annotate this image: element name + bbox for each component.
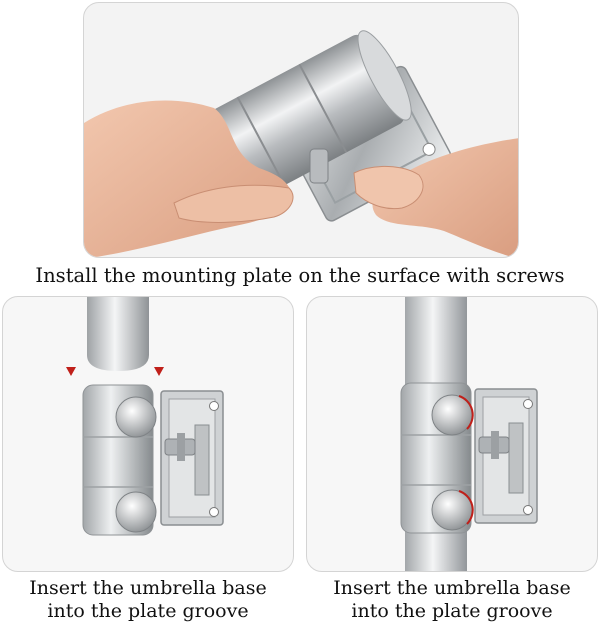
caption-line-2: into the plate groove <box>351 600 553 622</box>
knob-icon <box>116 492 156 532</box>
mounting-plate <box>475 389 537 523</box>
photo-insert-base-after <box>306 296 598 572</box>
caption-insert-base-right <box>304 577 600 623</box>
caption-install-mounting-plate: Install the mounting plate on the surface with screws <box>35 264 565 287</box>
knob-icon <box>116 397 156 437</box>
pole-above-clamp-illustration <box>3 297 294 572</box>
photo-insert-base-before <box>2 296 294 572</box>
pole-inserted-illustration <box>307 297 598 572</box>
arrow-down-icon <box>154 367 164 376</box>
knob-screw <box>310 149 328 183</box>
caption-line-1: Insert the umbrella base <box>29 577 267 599</box>
caption-insert-base-left <box>0 577 296 623</box>
hands-holding-clamp-illustration <box>84 3 519 258</box>
umbrella-pole <box>87 297 149 371</box>
mounting-plate <box>161 391 223 525</box>
caption-line-2: into the plate groove <box>47 600 249 622</box>
photo-install-mounting-plate <box>83 2 519 258</box>
arrow-down-icon <box>66 367 76 376</box>
caption-line-1: Insert the umbrella base <box>333 577 571 599</box>
